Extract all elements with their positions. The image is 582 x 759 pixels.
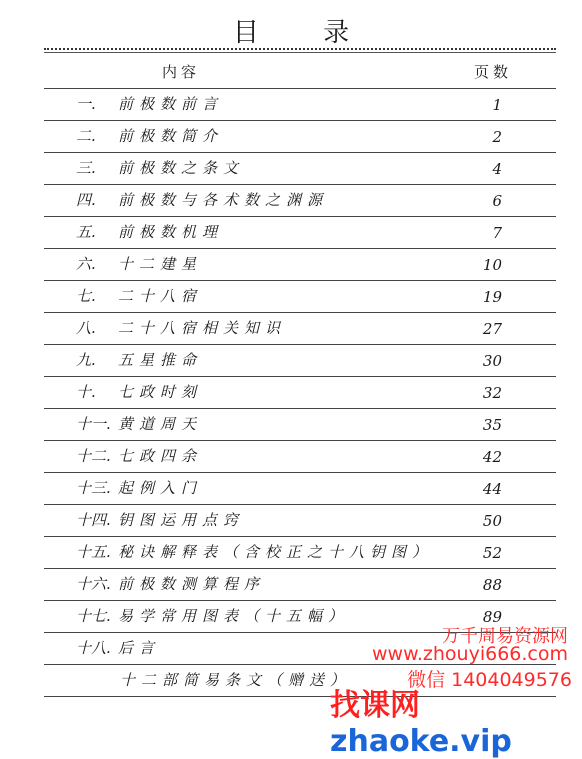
watermark-site-url: www.zhouyi666.com	[371, 643, 568, 665]
entry-page: 32	[482, 384, 502, 402]
toc-header-row	[44, 57, 556, 89]
entry-title: 易学常用图表（十五幅）	[118, 607, 350, 625]
entry-number: 十六.	[76, 575, 111, 593]
entry-page: 52	[482, 544, 502, 562]
entry-page: 7	[492, 224, 502, 242]
toc-entry	[44, 217, 556, 249]
toc-entry	[44, 473, 556, 505]
entry-title: 前极数简介	[118, 127, 224, 145]
toc-entry	[44, 281, 556, 313]
entry-number: 七.	[76, 287, 96, 305]
toc-entry	[44, 121, 556, 153]
entry-page: 42	[482, 448, 502, 466]
watermark-contact: 微信 1404049576	[407, 669, 572, 691]
entry-page: 1	[492, 96, 502, 114]
toc-entry	[44, 345, 556, 377]
entry-number: 十二.	[76, 447, 111, 465]
entry-number: 十八.	[76, 639, 111, 657]
entry-number: 十三.	[76, 479, 111, 497]
toc-entry	[44, 89, 556, 121]
entry-page: 50	[482, 512, 502, 530]
entry-title: 前极数前言	[118, 95, 224, 113]
toc-entry	[44, 249, 556, 281]
toc-entry	[44, 153, 556, 185]
title-divider	[44, 52, 556, 53]
entry-title: 秘诀解释表（含校正之十八钥图）	[118, 543, 434, 561]
title-divider-dotted	[44, 48, 556, 50]
appendix-title: 十二部简易条文（赠送）	[120, 671, 352, 689]
toc-entry	[44, 185, 556, 217]
entry-title: 前极数测算程序	[118, 575, 266, 593]
watermark-logo	[330, 680, 582, 759]
entry-number: 五.	[76, 223, 96, 241]
entry-title: 后言	[118, 639, 161, 657]
entry-title: 前极数之条文	[118, 159, 245, 177]
entry-number: 十五.	[76, 543, 111, 561]
toc-entry	[44, 409, 556, 441]
page-column-header: 页数	[473, 63, 512, 81]
entry-number: 十四.	[76, 511, 111, 529]
entry-page: 89	[482, 608, 502, 626]
entry-number: 十七.	[76, 607, 111, 625]
entry-number: 十一.	[76, 415, 111, 433]
entry-number: 一.	[76, 95, 96, 113]
toc-entry	[44, 505, 556, 537]
entry-number: 四.	[76, 191, 96, 209]
entry-title: 二十八宿	[118, 287, 203, 305]
entry-number: 六.	[76, 255, 96, 273]
entry-number: 三.	[76, 159, 96, 177]
entry-page: 19	[482, 288, 502, 306]
watermark-site-name: 万千周易资源网	[442, 626, 568, 647]
entry-page: 44	[482, 480, 502, 498]
entry-title: 十二建星	[118, 255, 203, 273]
entry-page: 10	[482, 256, 502, 274]
entry-number: 九.	[76, 351, 96, 369]
entry-title: 七政四余	[118, 447, 203, 465]
entry-page: 2	[492, 128, 502, 146]
entry-page: 88	[482, 576, 502, 594]
entry-number: 十.	[76, 383, 96, 401]
entry-number: 二.	[76, 127, 96, 145]
entry-number: 八.	[76, 319, 96, 337]
watermark-logo-cn: 找课网	[330, 688, 420, 723]
entry-title: 七政时刻	[118, 383, 203, 401]
toc-entry	[44, 441, 556, 473]
entry-title: 二十八宿相关知识	[118, 319, 287, 337]
entry-title: 前极数与各术数之渊源	[118, 191, 329, 209]
toc-entry	[44, 313, 556, 345]
entry-title: 五星推命	[118, 351, 203, 369]
entry-title: 钥图运用点窍	[118, 511, 245, 529]
entry-title: 黄道周天	[118, 415, 203, 433]
entry-page: 30	[482, 352, 502, 370]
entry-page: 35	[482, 416, 502, 434]
toc-entry	[44, 537, 556, 569]
toc-entry	[44, 569, 556, 601]
table-of-contents	[44, 57, 556, 697]
toc-entry	[44, 377, 556, 409]
entry-title: 起例入门	[118, 479, 203, 497]
entry-page: 6	[492, 192, 502, 210]
content-column-header: 内容	[162, 63, 201, 81]
page-title: 目 录	[232, 18, 378, 48]
watermark-logo-url: zhaoke.vip	[330, 724, 512, 759]
entry-title: 前极数机理	[118, 223, 224, 241]
entry-page: 4	[492, 160, 502, 178]
entry-page: 27	[482, 320, 502, 338]
